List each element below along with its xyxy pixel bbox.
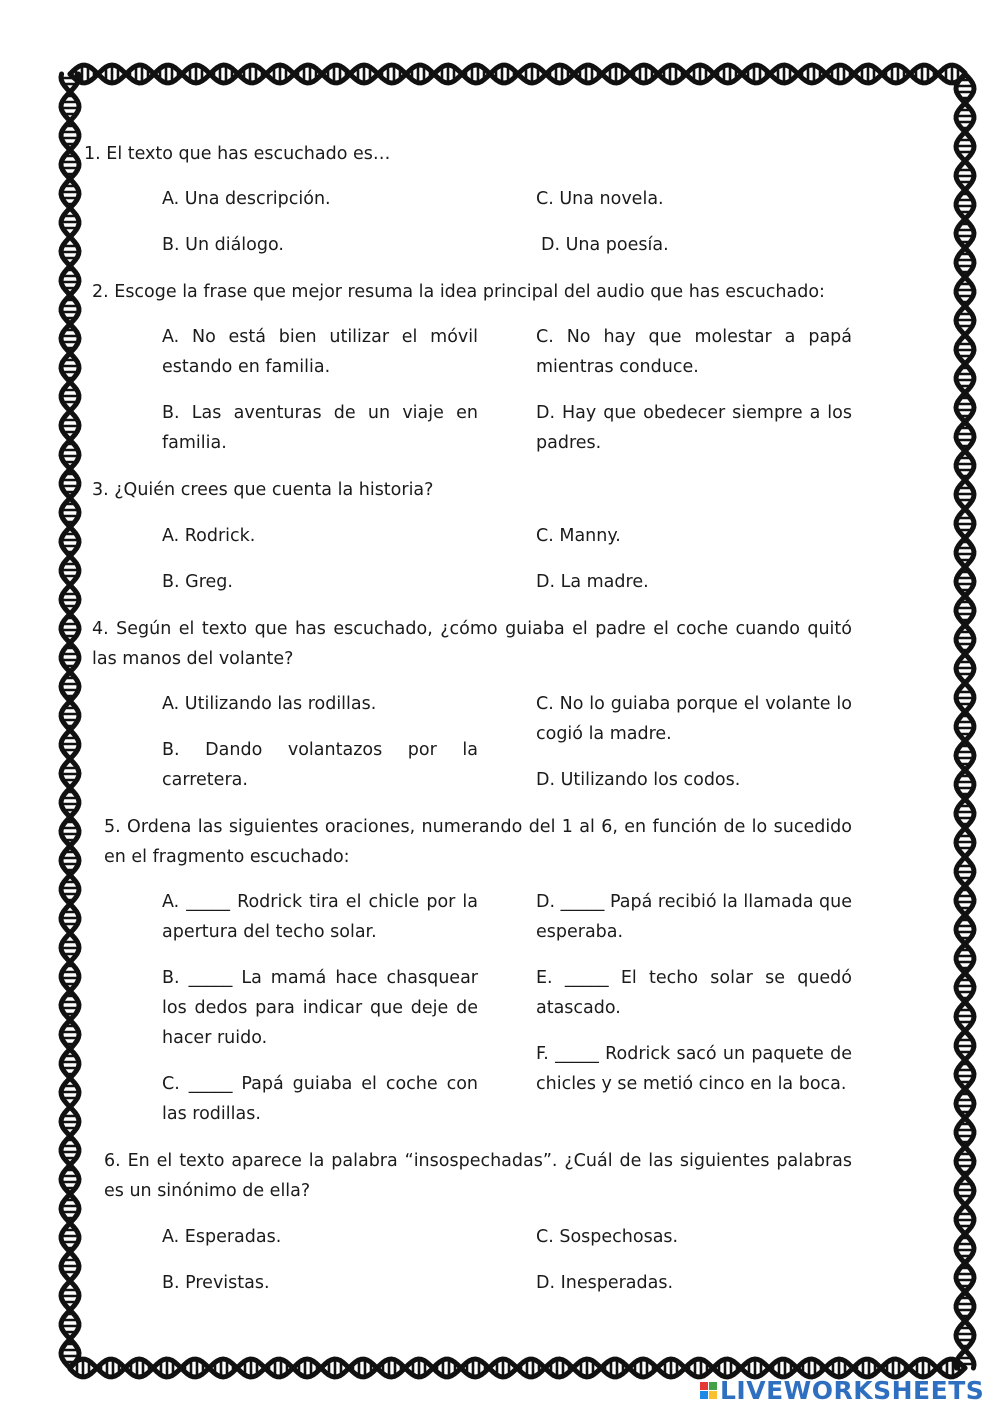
question-4-option-b[interactable]: B. Dando volantazos por la carretera. bbox=[162, 740, 478, 790]
question-3-option-b[interactable]: B. Greg. bbox=[162, 572, 233, 592]
logo-square-red bbox=[700, 1382, 708, 1390]
liveworksheets-watermark[interactable] bbox=[700, 1376, 984, 1405]
question-4-option-d[interactable]: D. Utilizando los codos. bbox=[536, 770, 741, 790]
question-3-option-d[interactable]: D. La madre. bbox=[536, 572, 649, 592]
question-6-option-c[interactable]: C. Sospechosas. bbox=[536, 1227, 679, 1247]
logo-square-blue bbox=[700, 1391, 708, 1399]
question-1-option-c[interactable]: C. Una novela. bbox=[536, 189, 664, 209]
question-2-prompt: 2. Escoge la frase que mejor resuma la idea principal del audio que has escuchado: bbox=[92, 282, 825, 302]
question-1-option-a[interactable]: A. Una descripción. bbox=[162, 189, 331, 209]
question-3-prompt: 3. ¿Quién crees que cuenta la historia? bbox=[92, 480, 434, 500]
question-5-option-d[interactable]: D. _____ Papá recibió la llamada que esperaba. bbox=[536, 892, 852, 942]
question-1-option-d[interactable]: D. Una poesía. bbox=[541, 235, 669, 255]
question-5-prompt: 5. Ordena las siguientes oraciones, numerando del 1 al 6, en función de lo sucedido en el fragmento escuchado: bbox=[104, 817, 852, 867]
question-4-option-a[interactable]: A. Utilizando las rodillas. bbox=[162, 694, 377, 714]
question-3-option-a[interactable]: A. Rodrick. bbox=[162, 526, 256, 546]
logo-square-green bbox=[709, 1382, 717, 1390]
question-6-option-b[interactable]: B. Previstas. bbox=[162, 1273, 270, 1293]
question-6-option-d[interactable]: D. Inesperadas. bbox=[536, 1273, 674, 1293]
question-2-option-b[interactable]: B. Las aventuras de un viaje en familia. bbox=[162, 403, 478, 453]
logo-square-yellow bbox=[709, 1391, 717, 1399]
question-5-option-f[interactable]: F. _____ Rodrick sacó un paquete de chicles y se metió cinco en la boca. bbox=[536, 1044, 852, 1094]
watermark-text: LIVEWORKSHEETS bbox=[720, 1376, 985, 1405]
question-2-option-c[interactable]: C. No hay que molestar a papá mientras conduce. bbox=[536, 327, 852, 377]
question-2-option-d[interactable]: D. Hay que obedecer siempre a los padres. bbox=[536, 403, 852, 453]
question-5-option-b[interactable]: B. _____ La mamá hace chasquear los dedos para indicar que deje de hacer ruido. bbox=[162, 968, 478, 1048]
question-5-option-e[interactable]: E. _____ El techo solar se quedó atascado. bbox=[536, 968, 852, 1018]
question-6-prompt: 6. En el texto aparece la palabra “insospechadas”. ¿Cuál de las siguientes palabras es un sinónimo de ella? bbox=[104, 1151, 852, 1201]
question-3-option-c[interactable]: C. Manny. bbox=[536, 526, 621, 546]
question-1-option-b[interactable]: B. Un diálogo. bbox=[162, 235, 284, 255]
question-4-option-c[interactable]: C. No lo guiaba porque el volante lo cogió la madre. bbox=[536, 694, 852, 744]
question-4-prompt: 4. Según el texto que has escuchado, ¿cómo guiaba el padre el coche cuando quitó las manos del volante? bbox=[92, 619, 852, 669]
liveworksheets-logo-icon bbox=[700, 1382, 717, 1399]
question-6-option-a[interactable]: A. Esperadas. bbox=[162, 1227, 282, 1247]
question-2-option-a[interactable]: A. No está bien utilizar el móvil estando en familia. bbox=[162, 327, 478, 377]
question-5-option-a[interactable]: A. _____ Rodrick tira el chicle por la apertura del techo solar. bbox=[162, 892, 478, 942]
question-5-option-c[interactable]: C. _____ Papá guiaba el coche con las rodillas. bbox=[162, 1074, 478, 1124]
question-1-prompt: 1. El texto que has escuchado es… bbox=[84, 144, 391, 164]
